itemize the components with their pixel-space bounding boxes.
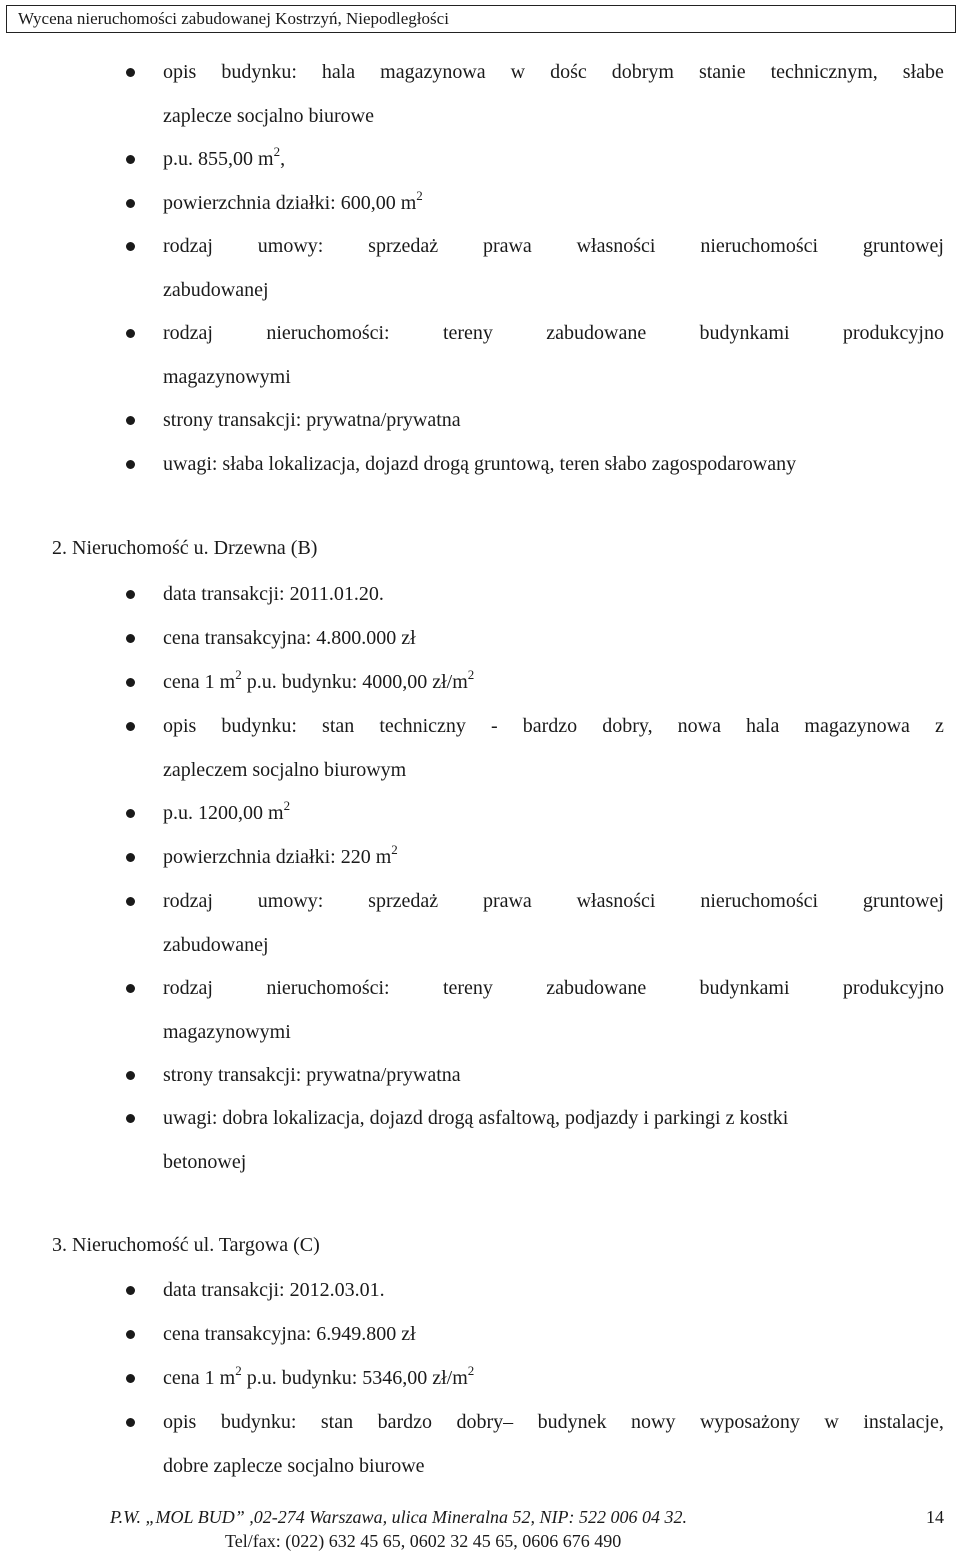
- word: dobry–: [456, 1411, 514, 1433]
- list-item-strony: [163, 398, 944, 442]
- word: instalacje,: [863, 1411, 944, 1433]
- list-item-opis: [163, 704, 944, 792]
- word: rodzaj: [163, 322, 213, 344]
- bullet-icon: [126, 1374, 135, 1383]
- line-text: zapleczem socjalno biurowym: [163, 759, 407, 781]
- word: sprzedaż: [368, 890, 439, 912]
- word: w: [824, 1411, 839, 1433]
- bullet-icon: [126, 1286, 135, 1295]
- list-item-uwagi: [163, 1096, 944, 1184]
- list-item-data: [163, 572, 944, 616]
- word: umowy:: [257, 235, 324, 257]
- list-item-uwagi: [163, 442, 944, 486]
- superscript: 2: [235, 667, 242, 682]
- line-text: zabudowanej: [163, 934, 269, 956]
- page-number: 14: [926, 1507, 944, 1527]
- superscript: 2: [416, 188, 423, 203]
- word: nieruchomości: [700, 235, 819, 257]
- list-item-pu: [163, 791, 944, 835]
- word: w: [510, 61, 526, 83]
- list-item-cena-m: [163, 1356, 944, 1400]
- bullet-icon: [126, 242, 135, 251]
- word: magazynowa: [804, 715, 910, 737]
- word: nieruchomości:: [266, 322, 390, 344]
- list-item-rodzaj: [163, 966, 944, 1054]
- list-item-data: [163, 1268, 944, 1312]
- pu-suffix: ,: [280, 148, 286, 170]
- word: technicznym,: [770, 61, 878, 83]
- word: gruntowej: [862, 235, 944, 257]
- word: techniczny: [379, 715, 466, 737]
- dzialka-text: powierzchnia działki: 220 m: [163, 846, 392, 868]
- bullet-icon: [126, 634, 135, 643]
- word: hala: [746, 715, 780, 737]
- justified-line: [163, 1400, 944, 1444]
- bullet-icon: [126, 897, 135, 906]
- line-text: strony transakcji: prywatna/prywatna: [163, 1064, 461, 1086]
- bullet-icon: [126, 1330, 135, 1339]
- bullet-icon: [126, 68, 135, 77]
- word: prawa: [482, 890, 532, 912]
- word: produkcyjno: [842, 322, 944, 344]
- list-item-cena-m: [163, 660, 944, 704]
- cena-m-value: p.u. budynku: 5346,00 zł/m: [241, 1367, 468, 1389]
- line-text: magazynowymi: [163, 1021, 291, 1043]
- pu-text: p.u. 855,00 m: [163, 148, 274, 170]
- word: nowa: [677, 715, 721, 737]
- word: magazynowa: [380, 61, 486, 83]
- footer-contact: Tel/fax: (022) 632 45 65, 0602 32 45 65, 0606 676 490: [225, 1531, 622, 1551]
- word: budynku:: [221, 61, 297, 83]
- word: budynkami: [699, 322, 790, 344]
- word: własności: [576, 890, 656, 912]
- word: słabe: [902, 61, 944, 83]
- word: gruntowej: [862, 890, 944, 912]
- list-item-umowa: [163, 224, 944, 312]
- word: nieruchomości:: [266, 977, 390, 999]
- list-item-umowa: [163, 879, 944, 967]
- cena-m-prefix: cena 1 m: [163, 1367, 236, 1389]
- cena-m-prefix: cena 1 m: [163, 671, 236, 693]
- list-item-strony: [163, 1053, 944, 1097]
- word: nowy: [631, 1411, 676, 1433]
- bullet-icon: [126, 1418, 135, 1427]
- cena-m-value: p.u. budynku: 4000,00 zł/m: [241, 671, 468, 693]
- justified-line: [163, 311, 944, 355]
- superscript: 2: [391, 842, 398, 857]
- word: tereny: [442, 322, 493, 344]
- line-text: uwagi: dobra lokalizacja, dojazd drogą asfaltową, podjazdy i parkingi z kostki: [163, 1107, 789, 1129]
- list-item-rodzaj: [163, 311, 944, 399]
- superscript: 2: [235, 1363, 242, 1378]
- justified-line: [163, 704, 944, 748]
- superscript: 2: [467, 1363, 475, 1378]
- word: zabudowane: [546, 977, 647, 999]
- word: stan: [320, 1411, 354, 1433]
- list-item-pu: [163, 137, 944, 181]
- line-text: cena transakcyjna: 4.800.000 zł: [163, 627, 416, 649]
- word: zabudowane: [546, 322, 647, 344]
- bullet-icon: [126, 1071, 135, 1080]
- bullet-icon: [126, 722, 135, 731]
- header-title: Wycena nieruchomości zabudowanej Kostrzyń, Niepodległości: [18, 9, 449, 28]
- superscript: 2: [273, 144, 281, 159]
- list-item-opis: [163, 50, 944, 138]
- word: wyposażony: [699, 1411, 800, 1433]
- word: budynkami: [699, 977, 790, 999]
- word: bardzo: [377, 1411, 432, 1433]
- list-item-cena: [163, 1312, 944, 1356]
- word: rodzaj: [163, 977, 213, 999]
- word: bardzo: [522, 715, 578, 737]
- bullet-icon: [126, 590, 135, 599]
- document-header: [6, 5, 956, 33]
- list-item-cena: [163, 616, 944, 660]
- bullet-icon: [126, 853, 135, 862]
- superscript: 2: [283, 798, 291, 813]
- bullet-icon: [126, 678, 135, 687]
- word: nieruchomości: [700, 890, 819, 912]
- bullet-icon: [126, 416, 135, 425]
- justified-line: [163, 50, 944, 94]
- word: stanie: [698, 61, 746, 83]
- word: rodzaj: [163, 890, 213, 912]
- word: dobry,: [602, 715, 653, 737]
- footer-company: P.W. „MOL BUD” ,02-274 Warszawa, ulica Mineralna 52, NIP: 522 006 04 32.: [110, 1507, 688, 1527]
- word: z: [935, 715, 944, 737]
- word: własności: [576, 235, 656, 257]
- bullet-icon: [126, 329, 135, 338]
- word: rodzaj: [163, 235, 213, 257]
- word: dobrym: [611, 61, 674, 83]
- word: budynek: [537, 1411, 607, 1433]
- word: -: [491, 715, 498, 737]
- word: hala: [321, 61, 356, 83]
- word: produkcyjno: [842, 977, 944, 999]
- word: opis: [163, 715, 197, 737]
- line-text: cena transakcyjna: 6.949.800 zł: [163, 1323, 416, 1345]
- word: prawa: [482, 235, 532, 257]
- word: opis: [163, 61, 197, 83]
- word: dośc: [550, 61, 587, 83]
- word: opis: [163, 1411, 197, 1433]
- dzialka-text: powierzchnia działki: 600,00 m: [163, 192, 417, 214]
- section-heading: 2. Nieruchomość u. Drzewna (B): [52, 537, 318, 559]
- bullet-icon: [126, 155, 135, 164]
- word: budynku:: [220, 1411, 297, 1433]
- word: sprzedaż: [368, 235, 439, 257]
- section-heading: 3. Nieruchomość ul. Targowa (C): [52, 1234, 320, 1256]
- justified-line: [163, 224, 944, 268]
- word: budynku:: [221, 715, 297, 737]
- bullet-icon: [126, 984, 135, 993]
- list-item-opis: [163, 1400, 944, 1488]
- list-item-dzialka: [163, 835, 944, 879]
- line-text: zaplecze socjalno biurowe: [163, 105, 375, 127]
- bullet-icon: [126, 460, 135, 469]
- line-text: dobre zaplecze socjalno biurowe: [163, 1455, 425, 1477]
- line-text: data transakcji: 2011.01.20.: [163, 583, 384, 605]
- superscript: 2: [467, 667, 475, 682]
- list-item-dzialka: [163, 181, 944, 225]
- line-text: uwagi: słaba lokalizacja, dojazd drogą gruntową, teren słabo zagospodarowany: [163, 453, 797, 475]
- bullet-icon: [126, 199, 135, 208]
- line-text: betonowej: [163, 1151, 247, 1173]
- line-text: magazynowymi: [163, 366, 291, 388]
- pu-text: p.u. 1200,00 m: [163, 802, 284, 824]
- word: umowy:: [257, 890, 324, 912]
- line-text: data transakcji: 2012.03.01.: [163, 1279, 385, 1301]
- justified-line: [163, 879, 944, 923]
- line-text: zabudowanej: [163, 279, 269, 301]
- justified-line: [163, 966, 944, 1010]
- word: stan: [322, 715, 355, 737]
- bullet-icon: [126, 809, 135, 818]
- word: tereny: [442, 977, 493, 999]
- line-text: strony transakcji: prywatna/prywatna: [163, 409, 461, 431]
- bullet-icon: [126, 1114, 135, 1123]
